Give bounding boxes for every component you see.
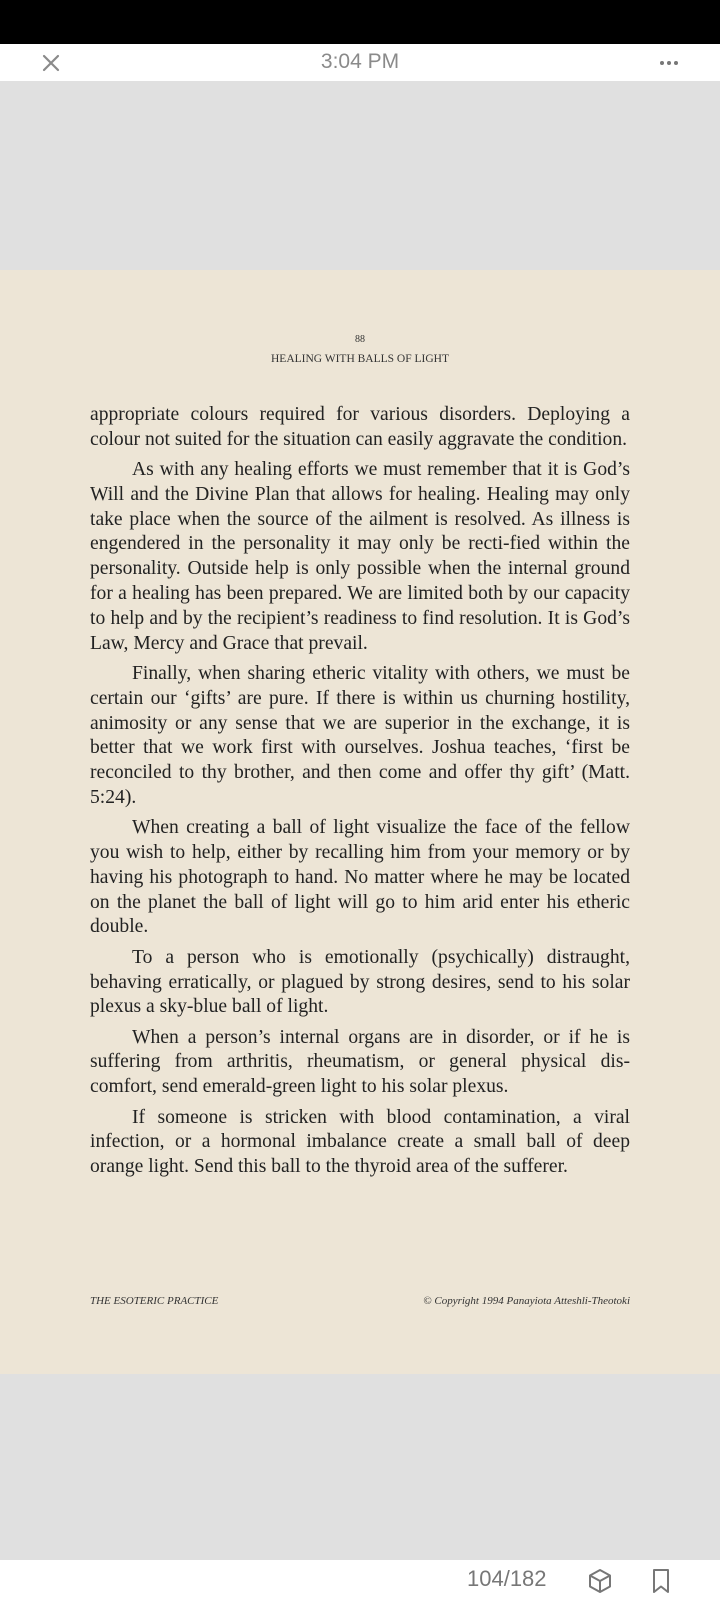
paragraph: To a person who is emotionally (psychically) distraught, behaving erratically, or plagued by strong desires, send to his solar plexus a sky-blue ball of light. — [90, 946, 630, 1018]
view-mode-button[interactable] — [586, 1567, 614, 1595]
bookmark-icon — [649, 1567, 673, 1595]
page-body — [90, 403, 630, 1185]
footer-book-title: THE ESOTERIC PRACTICE — [90, 1295, 219, 1307]
footer-copyright: © Copyright 1994 Panayiota Atteshli-Theotoki — [423, 1295, 630, 1307]
page-number: 88 — [355, 334, 365, 345]
bookmark-button[interactable] — [649, 1567, 673, 1595]
more-options-button[interactable] — [654, 49, 684, 77]
more-horizontal-icon — [654, 49, 684, 77]
paragraph: When a person’s internal organs are in disorder, or if he is suffering from arthritis, rheumatism, or general physical dis-comfort, send emerald-green light to his solar plexus. — [90, 1026, 630, 1098]
book-page — [0, 270, 720, 1374]
bottom-toolbar — [0, 1560, 720, 1600]
paragraph: As with any healing efforts we must remember that it is God’s Will and the Divine Plan that allows for healing. Healing may only take place when the source of the ailment is resolved. As illness is engendered in the personality it may only be recti-fied within the personality. Outside help is only possible when the internal ground for a healing has been prepared. We are limited both by our capacity to help and by the recipient’s readiness to find resolution. It is God’s Law, Mercy and Grace that prevail. — [90, 459, 630, 654]
paragraph: Finally, when sharing etheric vitality with others, we must be certain our ‘gifts’ are pure. If there is within us churning hostility, animosity or any sense that we are superior in the exchange, it is better that we work first with ourselves. Joshua teaches, ‘first be reconciled to thy brother, and then come and offer thy gift’ (Matt. 5:24). — [90, 662, 630, 808]
clock-time: 3:04 PM — [320, 50, 400, 73]
viewer-background — [0, 81, 720, 270]
paragraph: If someone is stricken with blood contamination, a viral infection, or a hormonal imbalance create a small ball of deep orange light. Send this ball to the thyroid area of the sufferer. — [90, 1106, 630, 1178]
status-bar — [0, 0, 720, 44]
cube-icon — [586, 1567, 614, 1595]
page-counter[interactable]: 104/182 — [467, 1566, 547, 1591]
paragraph: appropriate colours required for various disorders. Deploying a colour not suited for the situation can easily aggravate the condition. — [90, 404, 630, 450]
top-toolbar — [0, 44, 720, 81]
paragraph: When creating a ball of light visualize the face of the fellow you wish to help, either by recalling him from your memory or by having his photograph to hand. No matter where he may be located on the planet the ball of light will go to him arid enter his etheric double. — [90, 817, 630, 938]
running-head: HEALING WITH BALLS OF LIGHT — [270, 353, 449, 365]
